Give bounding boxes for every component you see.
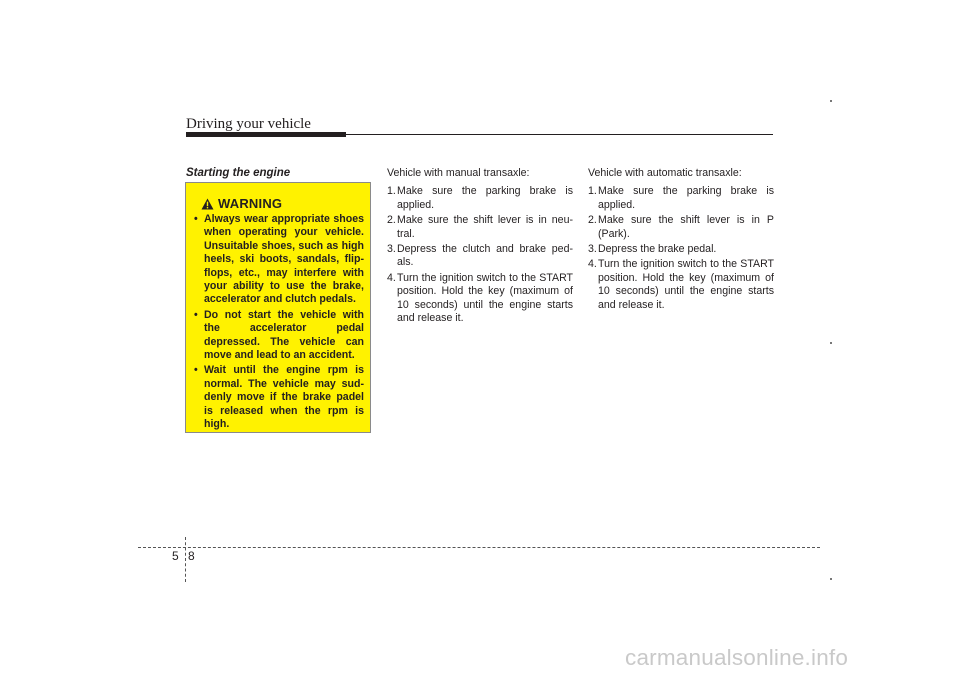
automatic-intro: Vehicle with automatic transaxle: [588,167,742,179]
bullet: • [194,308,198,321]
manual-intro: Vehicle with manual transaxle: [387,167,530,179]
warning-list [193,213,364,434]
step-number: 2. [588,214,597,227]
page-number: 8 [188,549,195,563]
step-text: Turn the ignition switch to the START position. Hold the key (maximum of 10 seconds) until the engine starts and release it. [397,271,573,325]
footer-divider [185,537,186,582]
manual-step [387,272,573,326]
manual-step [387,214,573,241]
step-text: Depress the clutch and brake ped-als. [397,243,573,269]
header-bar [186,132,346,137]
step-text: Make sure the parking brake is applied. [598,185,774,211]
automatic-transaxle-column [588,167,774,314]
automatic-step [588,185,774,212]
warning-item-text: Do not start the vehicle with the accelerator pedal depressed. The vehicle can move and lead to an accident. [204,308,364,362]
step-text: Make sure the shift lever is in P (Park). [598,214,774,240]
step-number: 1. [588,185,597,198]
section-heading: Starting the engine [186,167,291,179]
step-number: 3. [387,243,396,256]
page-section-number: 5 [172,549,179,563]
warning-box [185,182,371,433]
step-text: Depress the brake pedal. [598,243,717,256]
step-number: 1. [387,185,396,198]
manual-transaxle-column [387,167,573,327]
warning-item-text: Always wear appropriate shoes when operating your vehicle. Unsuitable shoes, such as high heels, ski boots, sandals, flip-flops, etc., may interfere with your ability to use the brake, accelerator and clutch pedals. [204,213,364,306]
warning-triangle-icon [201,198,214,210]
crop-mark [830,342,832,344]
warning-item [193,213,364,307]
automatic-step [588,258,774,312]
step-text: Make sure the shift lever is in neu-tral. [397,214,573,240]
manual-step [387,185,573,212]
step-number: 4. [387,271,396,284]
step-text: Make sure the parking brake is applied. [397,185,573,211]
footer-rule [138,547,820,548]
watermark: carmanualsonline.info [625,645,849,670]
step-number: 3. [588,243,597,256]
warning-item [193,364,364,431]
bullet: • [194,364,198,377]
automatic-step [588,214,774,241]
warning-title [201,195,282,211]
bullet: • [194,213,198,225]
header-rule [346,134,773,135]
step-text: Turn the ignition switch to the START position. Hold the key (maximum of 10 seconds) until the engine starts and release it. [598,258,774,311]
warning-item [193,309,364,363]
crop-mark [830,100,832,102]
step-number: 2. [387,214,396,227]
automatic-step [588,243,774,256]
warning-item-text: Wait until the engine rpm is normal. The vehicle may sud-denly move if the brake padel is released when the rpm is high. [204,364,364,431]
warning-label: WARNING [218,196,283,212]
step-number: 4. [588,258,597,271]
page-header-title: Driving your vehicle [186,116,311,132]
crop-mark [830,578,832,580]
manual-step [387,243,573,270]
